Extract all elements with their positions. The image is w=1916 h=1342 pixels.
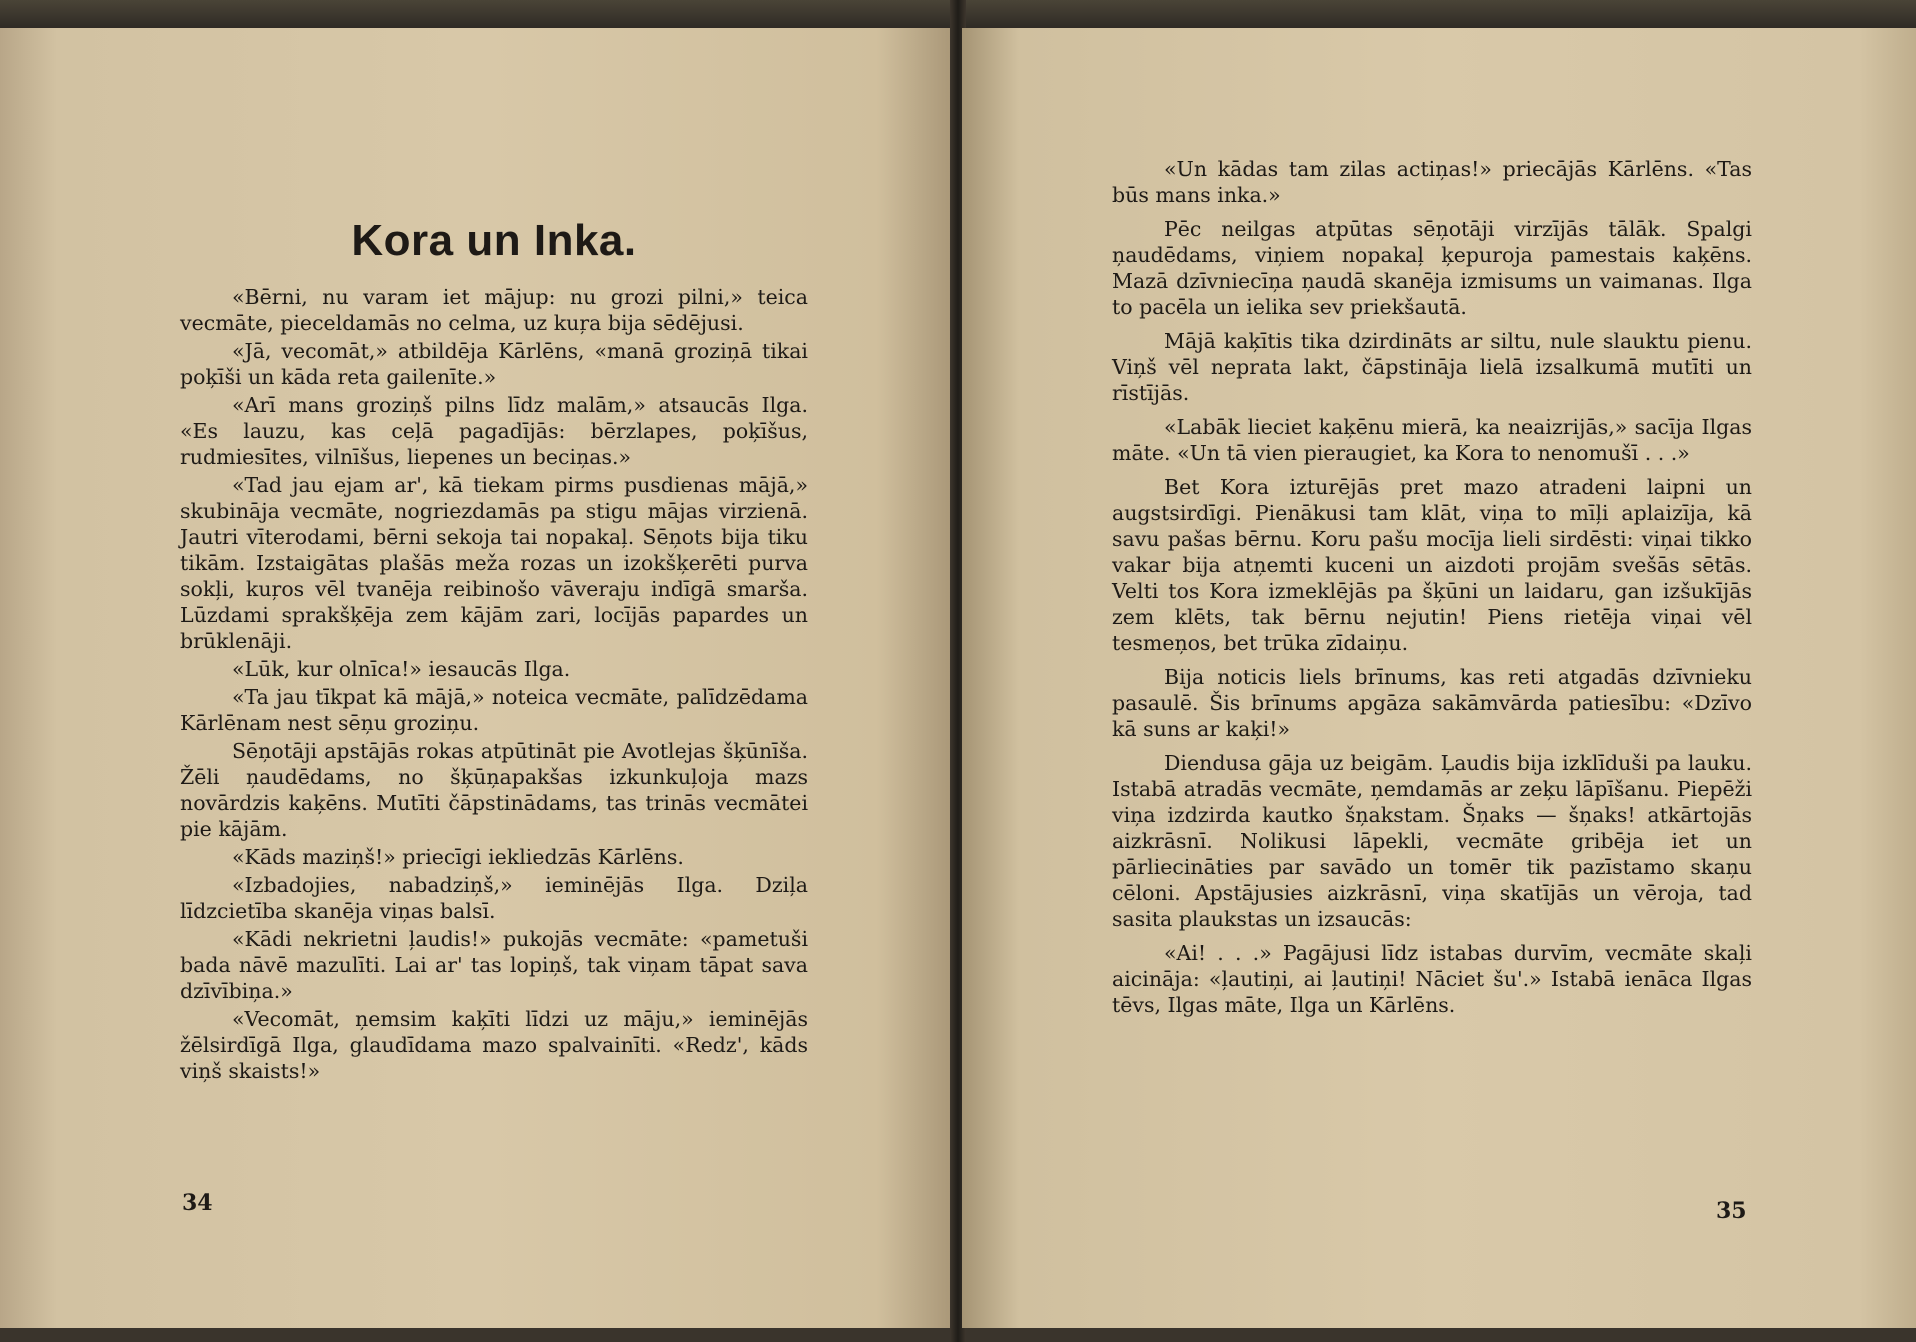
paragraph: «Lūk, kur olnīca!» iesaucās Ilga. [232, 657, 571, 681]
paragraph: «Kāds maziņš!» priecīgi iekliedzās Kārlēns. [232, 845, 684, 869]
paragraph: «Arī mans groziņš pilns līdz malām,» atsaucās Ilga. «Es lauzu, kas ceļā pagadījās: bērzlapes, poķīšus, rudmiesītes, vilnīšus, liepenes un beciņas.» [180, 393, 808, 469]
paragraph: «Ta jau tīkpat kā mājā,» noteica vecmāte, palīdzēdama Kārlēnam nest sēņu groziņu. [180, 685, 808, 735]
paragraph: «Izbadojies, nabadziņš,» ieminējās Ilga. Dziļa līdzcietība skanēja viņas balsī. [180, 873, 808, 923]
paragraph: Diendusa gāja uz beigām. Ļaudis bija izklīduši pa lauku. Istabā atradās vecmāte, ņemdamās ar zeķu lāpīšanu. Piepēži viņa izdzirda kautko šņakstam. Šņaks — šņaks! atkārtojās aizkrāsnī. Nolikusi lāpekli, vecmāte gribēja iet un pārliecināties par savādo un tomēr tik pazīstamo skaņu cēloni. Apstājusies aizkrāsnī, viņa skatījās un vēroja, tad sasita plaukstas un izsaucās: [1112, 751, 1752, 931]
right-page [962, 28, 1916, 1328]
chapter-title: Kora un Inka. [351, 216, 637, 265]
paragraph: «Labāk lieciet kaķēnu mierā, ka neaizrijās,» sacīja Ilgas māte. «Un tā vien pieraugiet, ka Kora to nenomušī . . .» [1112, 415, 1752, 465]
left-page [0, 28, 956, 1328]
paragraph: «Vecomāt, ņemsim kaķīti līdzi uz māju,» ieminējās žēlsirdīgā Ilga, glaudīdama mazo spalvainīti. «Redz', kāds viņš skaists!» [180, 1007, 808, 1083]
paragraph: Pēc neilgas atpūtas sēņotāji virzījās tālāk. Spalgi ņaudēdams, viņiem nopakaļ ķepuroja pamestais kaķēns. Mazā dzīvniecīņa ņaudā skanēja izmisums un vaimanas. Ilga to pacēla un ielika sev priekšautā. [1112, 217, 1752, 319]
right-text-block [1112, 156, 1752, 1026]
paragraph: «Un kādas tam zilas actiņas!» priecājās Kārlēns. «Tas būs mans inka.» [1112, 157, 1752, 207]
paragraph: «Jā, vecomāt,» atbildēja Kārlēns, «manā groziņā tikai poķīši un kāda reta gailenīte.» [180, 339, 808, 389]
paragraph: Bija noticis liels brīnums, kas reti atgadās dzīvnieku pasaulē. Šis brīnums apgāza sakāmvārda patiesību: «Dzīvo kā suns ar kaķi!» [1112, 665, 1752, 741]
page-number: 35 [1716, 1198, 1747, 1224]
paragraph: «Bērni, nu varam iet mājup: nu grozi pilni,» teica vecmāte, pieceldamās no celma, uz kuŗa bija sēdējusi. [180, 285, 808, 335]
paragraph: «Ai! . . .» Pagājusi līdz istabas durvīm, vecmāte skaļi aicināja: «ļautiņi, ai ļautiņi! Nāciet šu'.» Istabā ienāca Ilgas tēvs, Ilgas māte, Ilga un Kārlēns. [1112, 941, 1752, 1017]
paragraph: Sēņotāji apstājās rokas atpūtināt pie Avotlejas šķūnīša. Žēli ņaudēdams, no šķūņapakšas izkunkuļoja mazs novārdzis kaķēns. Mutīti čāpstinādams, tas trinās vecmātei pie kājām. [180, 739, 808, 841]
paragraph: «Kādi nekrietni ļaudis!» pukojās vecmāte: «pametuši bada nāvē mazulīti. Lai ar' tas lopiņš, tak viņam tāpat sava dzīvībiņa.» [180, 927, 808, 1003]
left-text-block [180, 216, 808, 1086]
paragraph: «Tad jau ejam ar', kā tiekam pirms pusdienas mājā,» skubināja vecmāte, nogriezdamās pa stigu mājas virzienā. Jautri vīterodami, bērni sekoja tai nopakaļ. Sēņots bija tiku tikām. Izstaigātas plašās meža rozas un izokšķerēti purva sokļi, kuŗos vēl tvanēja reibinošo vāveraju indīgā smarša. Lūzdami sprakšķēja zem kājām zari, locījās papardes un brūklenāji. [180, 473, 808, 653]
page-number: 34 [182, 1190, 213, 1216]
paragraph: Mājā kaķītis tika dzirdināts ar siltu, nule slauktu pienu. Viņš vēl neprata lakt, čāpstināja lielā izsalkumā mutīti un rīstījās. [1112, 329, 1752, 405]
paragraph: Bet Kora izturējās pret mazo atradeni laipni un augstsirdīgi. Pienākusi tam klāt, viņa to mīļi aplaizīja, kā savu pašas bērnu. Koru pašu mocīja lieli sirdēsti: viņai tikko vakar bija atņemti kuceni un aizdoti projām svešās sētās. Velti tos Kora izmeklējās pa šķūni un laidaru, gan izšukījās zem klēts, tak bērnu nejutin! Piens rietēja viņai vēl tesmeņos, bet trūka zīdaiņu. [1112, 475, 1752, 655]
